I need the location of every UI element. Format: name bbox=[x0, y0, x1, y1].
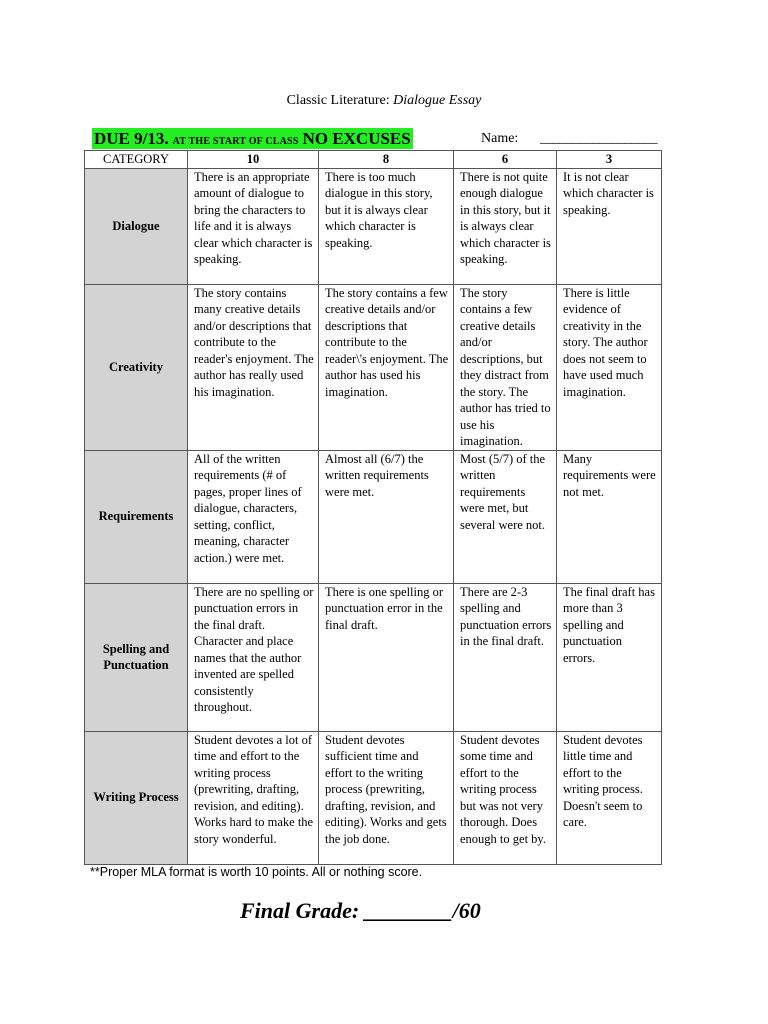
header-category: CATEGORY bbox=[85, 151, 188, 169]
due-date: DUE 9/13. bbox=[94, 129, 169, 148]
table-row bbox=[85, 583, 662, 731]
criteria-cell: The story contains many creative details and/or descriptions that contribute to the reader's enjoyment. The author has really used his imagination. bbox=[188, 284, 319, 450]
criteria-cell: There is one spelling or punctuation error in the final draft. bbox=[319, 583, 454, 731]
criteria-cell: Student devotes sufficient time and effort to the writing process (prewriting, drafting, revision, and editing). Works and gets the job done. bbox=[319, 731, 454, 864]
name-label: Name: bbox=[481, 131, 519, 146]
header-score-3: 3 bbox=[557, 151, 662, 169]
final-grade: Final Grade: ________/60 bbox=[240, 898, 481, 923]
table-row bbox=[85, 731, 662, 864]
criteria-cell: Many requirements were not met. bbox=[557, 450, 662, 583]
category-creativity: Creativity bbox=[85, 284, 188, 450]
criteria-cell: There are 2-3 spelling and punctuation errors in the final draft. bbox=[454, 583, 557, 731]
due-no-excuses: NO EXCUSES bbox=[302, 129, 411, 148]
header-score-8: 8 bbox=[319, 151, 454, 169]
criteria-cell: The story contains a few creative details and/or descriptions, but they distract from the story. The author has tried to use his imagination. bbox=[454, 284, 557, 450]
table-row bbox=[85, 168, 662, 284]
criteria-cell: It is not clear which character is speaking. bbox=[557, 168, 662, 284]
criteria-cell: Almost all (6/7) the written requirements were met. bbox=[319, 450, 454, 583]
document-title bbox=[0, 93, 768, 109]
criteria-cell: Most (5/7) of the written requirements were met, but several were not. bbox=[454, 450, 557, 583]
category-spelling-punctuation: Spelling and Punctuation bbox=[85, 583, 188, 731]
criteria-cell: There is not quite enough dialogue in this story, but it is always clear which character is speaking. bbox=[454, 168, 557, 284]
table-row bbox=[85, 450, 662, 583]
header-row bbox=[85, 151, 662, 169]
category-dialogue: Dialogue bbox=[85, 168, 188, 284]
rubric-table bbox=[84, 150, 662, 865]
title-prefix: Classic Literature: bbox=[286, 93, 394, 108]
criteria-cell: Student devotes a lot of time and effort to the writing process (prewriting, drafting, revision, and editing). Works hard to make the story wonderful. bbox=[188, 731, 319, 864]
criteria-cell: There is too much dialogue in this story, but it is always clear which character is speaking. bbox=[319, 168, 454, 284]
criteria-cell: All of the written requirements (# of pages, proper lines of dialogue, characters, setting, conflict, meaning, character action.) were met. bbox=[188, 450, 319, 583]
criteria-cell: Student devotes some time and effort to the writing process but was not very thorough. Does enough to get by. bbox=[454, 731, 557, 864]
header-score-10: 10 bbox=[188, 151, 319, 169]
criteria-cell: The final draft has more than 3 spelling and punctuation errors. bbox=[557, 583, 662, 731]
due-date-banner bbox=[92, 128, 413, 149]
category-requirements: Requirements bbox=[85, 450, 188, 583]
criteria-cell: Student devotes little time and effort to the writing process. Doesn't seem to care. bbox=[557, 731, 662, 864]
due-time: AT THE START OF CLASS bbox=[172, 136, 299, 147]
criteria-cell: There is an appropriate amount of dialogue to bring the characters to life and it is always clear which character is speaking. bbox=[188, 168, 319, 284]
category-writing-process: Writing Process bbox=[85, 731, 188, 864]
criteria-cell: There are no spelling or punctuation errors in the final draft. Character and place names that the author invented are spelled consistently throughout. bbox=[188, 583, 319, 731]
title-italic: Dialogue Essay bbox=[393, 93, 482, 108]
criteria-cell: There is little evidence of creativity in the story. The author does not seem to have used much imagination. bbox=[557, 284, 662, 450]
mla-note: **Proper MLA format is worth 10 points. All or nothing score. bbox=[90, 865, 423, 879]
table-row bbox=[85, 284, 662, 450]
name-line: __________________ bbox=[540, 131, 657, 146]
header-score-6: 6 bbox=[454, 151, 557, 169]
criteria-cell: The story contains a few creative details and/or descriptions that contribute to the reader\'s enjoyment. The author has used his imagination. bbox=[319, 284, 454, 450]
